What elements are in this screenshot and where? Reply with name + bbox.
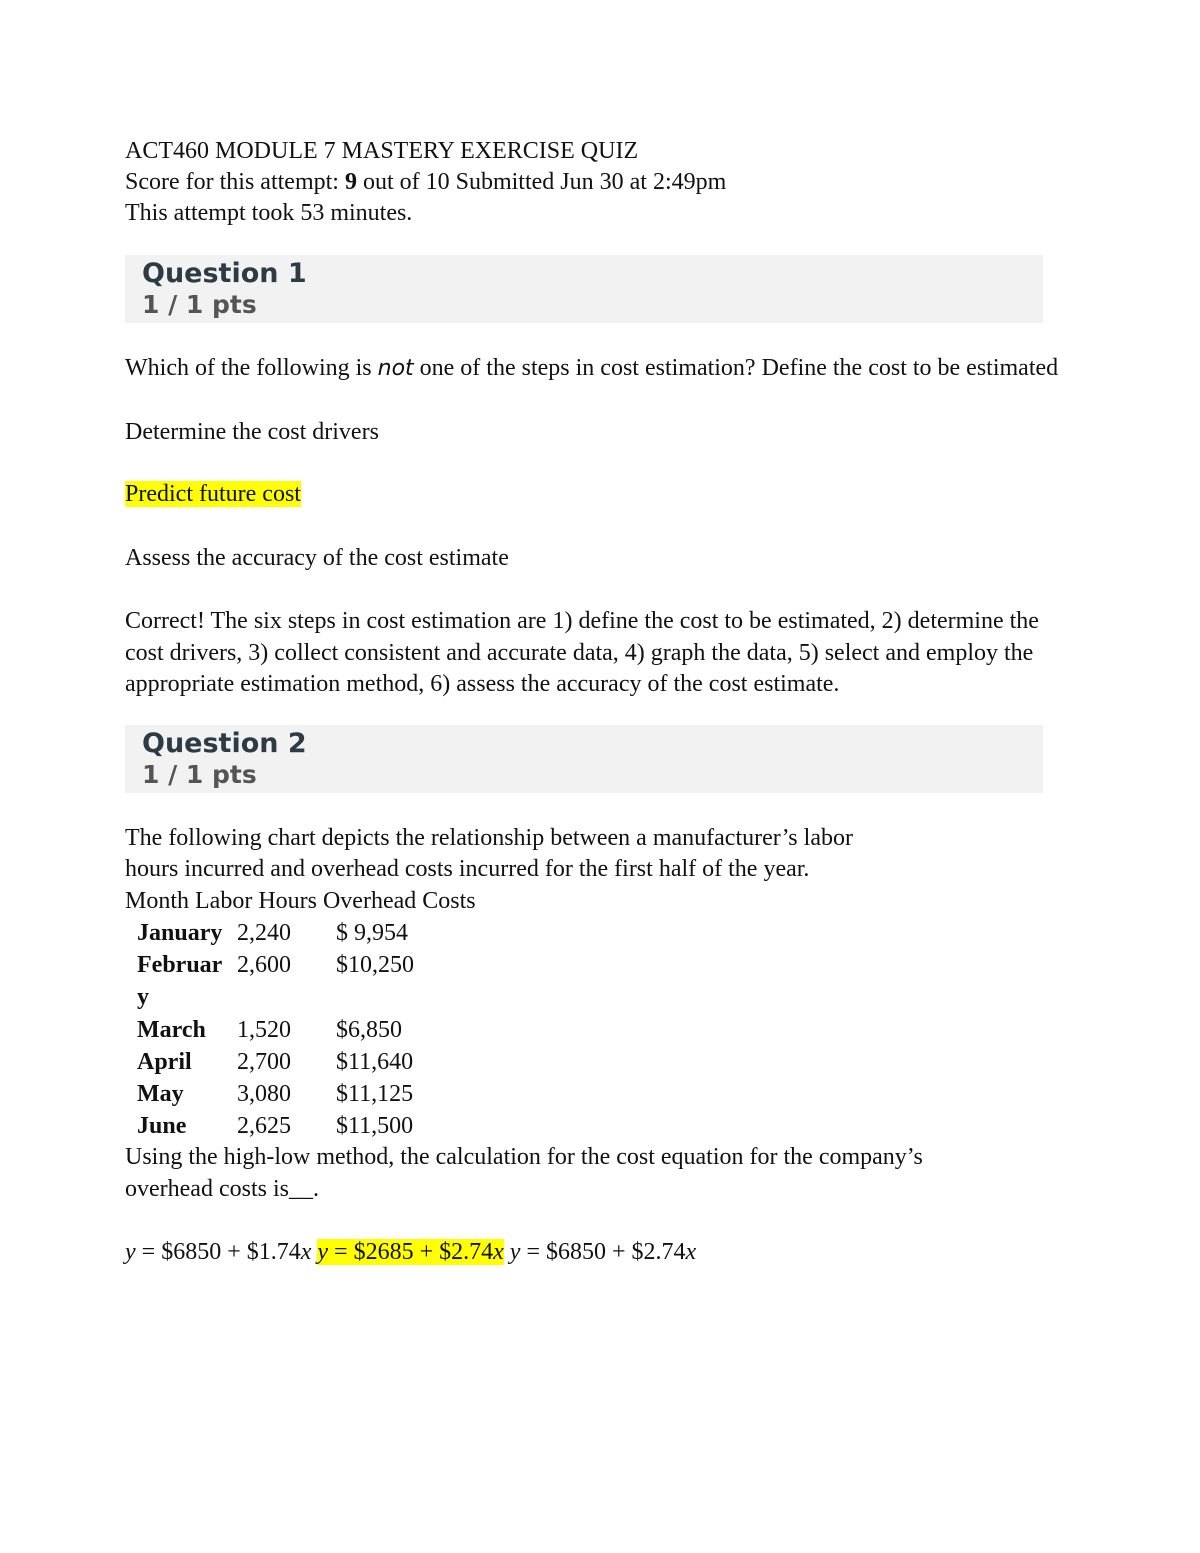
row-month: April [137, 1048, 192, 1075]
row-month: Februar [137, 952, 223, 979]
row-cost: $11,125 [336, 1081, 414, 1108]
question-2-title: Question 2 [142, 727, 307, 759]
row-month: January [137, 920, 223, 946]
question-1-option-4: Assess the accuracy of the cost estimate [125, 544, 509, 571]
document-page [125, 136, 1065, 1269]
answer-3-rest: = $6850 + $2.74 [520, 1239, 686, 1266]
row-hours: 2,600 [237, 952, 291, 979]
row-cost: $10,250 [336, 952, 414, 979]
question-2-answers [125, 1237, 1065, 1269]
quiz-title: ACT460 MODULE 7 MASTERY EXERCISE QUIZ [125, 138, 639, 164]
question-1-feedback: Correct! The six steps in cost estimation are 1) define the cost to be estimated, 2) determine the cost drivers, 3) collect consistent and accurate data, 4) graph the data, 5) select and employ the appropriate estimation method, 6) assess the accuracy of the cost estimate. [125, 608, 1039, 697]
row-cost: $11,500 [336, 1113, 414, 1140]
question-1-header [125, 255, 1043, 323]
table-row [137, 1110, 1065, 1142]
row-cost [336, 981, 456, 1013]
row-hours: 1,520 [237, 1016, 291, 1043]
answer-1-y: y [125, 1239, 136, 1266]
row-cost: $6,850 [336, 1016, 402, 1043]
question-1-prompt [125, 353, 1065, 385]
selected-answer-highlight: Predict future cost [125, 481, 301, 507]
question-1-points: 1 / 1 pts [142, 290, 257, 319]
table-row [137, 1078, 1065, 1110]
row-hours: 2,240 [237, 920, 291, 946]
question-1-prompt-a: Which of the following is [125, 355, 378, 381]
table-row [137, 1014, 1065, 1046]
row-month: March [137, 1016, 206, 1043]
row-hours: 2,700 [237, 1048, 291, 1075]
question-2-prompt-line-2: hours incurred and overhead costs incurred for the first half of the year. [125, 856, 810, 882]
question-2-header [125, 725, 1043, 793]
table-row [137, 949, 1065, 981]
question-2-question-line-1: Using the high-low method, the calculation for the cost equation for the company’s [125, 1144, 923, 1171]
answer-option-1 [125, 1239, 311, 1265]
table-row [137, 917, 1065, 949]
score-value: 9 [344, 169, 357, 195]
data-table [137, 917, 1065, 1142]
score-suffix: out of 10 Submitted Jun 30 at 2:49pm [356, 169, 727, 195]
answer-option-3 [510, 1239, 696, 1265]
answer-3-y: y [509, 1239, 521, 1266]
answer-2-y: y [317, 1239, 329, 1266]
attempt-duration: This attempt took 53 minutes. [125, 200, 413, 226]
row-cost: $ 9,954 [336, 920, 408, 946]
row-cost: $11,640 [336, 1048, 414, 1075]
answer-2-x: x [493, 1239, 504, 1266]
question-2-prompt-line-1: The following chart depicts the relationship between a manufacturer’s labor [125, 824, 853, 851]
row-month: y [137, 984, 149, 1011]
question-2-question-line-2: overhead costs is__. [125, 1175, 319, 1202]
question-2-points: 1 / 1 pts [142, 759, 257, 789]
answer-2-rest: = $2685 + $2.74 [328, 1239, 494, 1266]
question-1-option-selected [125, 479, 1065, 511]
score-line [125, 167, 1065, 198]
row-month: June [137, 1113, 187, 1140]
table-header: Month Labor Hours Overhead Costs [125, 887, 476, 914]
row-hours: 3,080 [237, 1081, 291, 1108]
answer-3-x: x [685, 1239, 697, 1266]
row-hours: 2,625 [237, 1113, 291, 1140]
score-prefix: Score for this attempt: [125, 169, 345, 195]
question-1-option-2: Determine the cost drivers [125, 418, 379, 445]
answer-1-x: x [300, 1239, 312, 1266]
question-1-title: Question 1 [142, 258, 307, 289]
question-1-prompt-b: one of the steps in cost estimation? Define the cost to be estimated [413, 355, 1059, 381]
row-hours [237, 981, 336, 1013]
answer-1-rest: = $6850 + $1.74 [135, 1239, 301, 1266]
answer-option-2-selected [317, 1239, 503, 1265]
question-1-prompt-emphasis: not [377, 356, 414, 381]
table-row [137, 1046, 1065, 1078]
row-month: May [137, 1081, 184, 1108]
table-row [137, 981, 1065, 1013]
